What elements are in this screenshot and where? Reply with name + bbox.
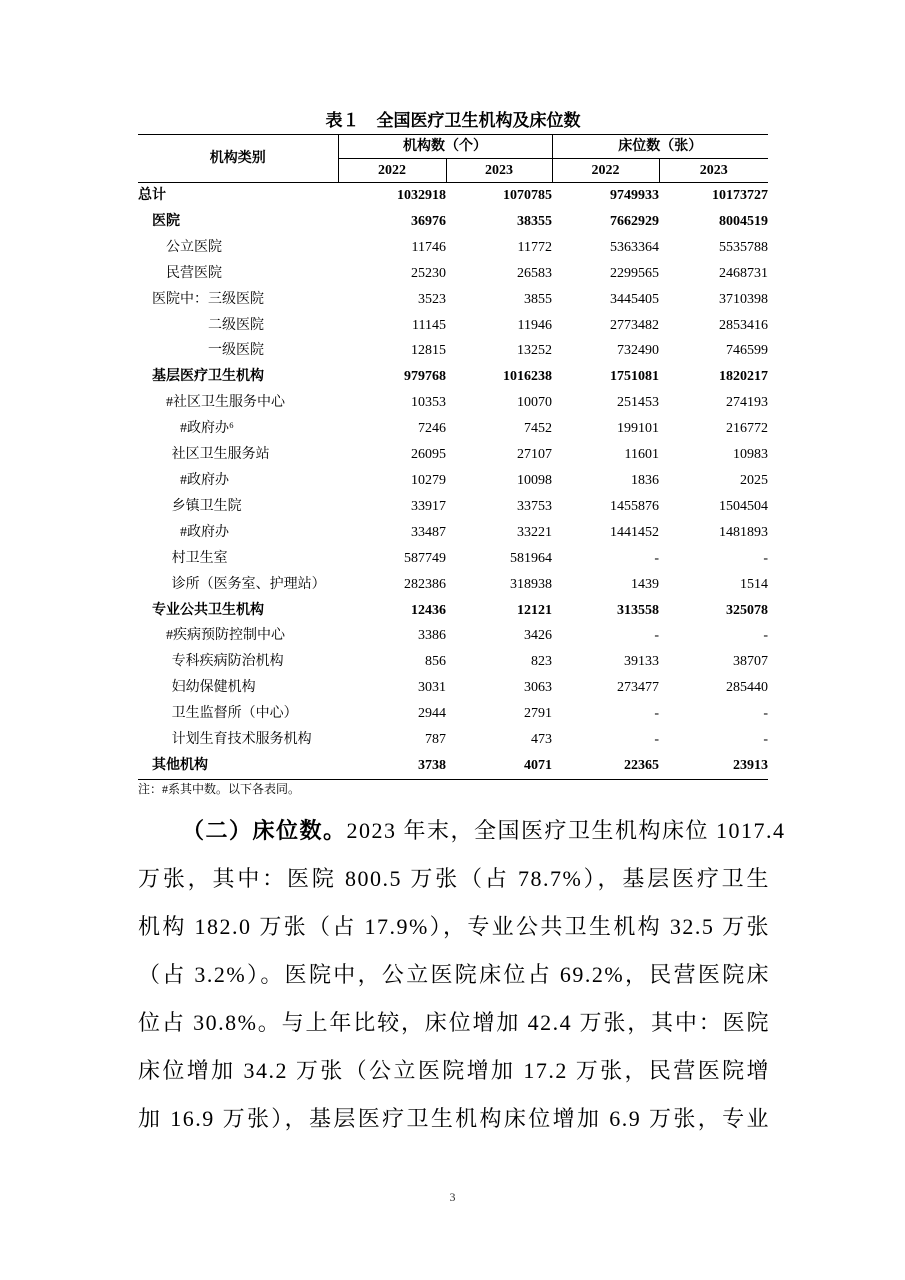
row-label: 专业公共卫生机构: [152, 602, 264, 618]
cell-value: -: [763, 706, 768, 722]
cell-value: 3710398: [719, 291, 768, 307]
row-label: #疾病预防控制中心: [166, 628, 285, 644]
cell-value: 2773482: [610, 317, 659, 333]
table-row: [138, 572, 768, 598]
cell-value: 285440: [726, 680, 768, 696]
cell-value: 1441452: [610, 524, 659, 540]
paragraph-text: 2023 年末，全国医疗卫生机构床位 1017.4: [346, 818, 786, 843]
table-row: [138, 623, 768, 649]
table-row: [138, 753, 768, 779]
row-label: 村卫生室: [171, 550, 228, 566]
cell-value: 199101: [617, 421, 659, 437]
table-row: [138, 183, 768, 209]
cell-value: 2468731: [719, 265, 768, 281]
cell-value: 39133: [624, 654, 659, 670]
cell-value: 587749: [404, 550, 446, 566]
row-label: 妇幼保健机构: [171, 680, 256, 696]
cell-value: -: [763, 550, 768, 566]
cell-value: 273477: [617, 680, 659, 696]
cell-value: 1481893: [719, 524, 768, 540]
cell-value: 23913: [659, 753, 768, 779]
table-row: [138, 598, 768, 624]
header-year: 2023: [659, 159, 768, 183]
row-label: 医院: [152, 213, 180, 229]
table-row: [138, 390, 768, 416]
cell-value: 38707: [733, 654, 768, 670]
table-row: [138, 494, 768, 520]
table-row: [138, 209, 768, 235]
cell-value: 581964: [510, 550, 552, 566]
row-label: 医院中：三级医院: [152, 291, 264, 307]
row-label: 卫生监督所（中心）: [171, 706, 298, 722]
table-row: [138, 546, 768, 572]
table-row: [138, 727, 768, 753]
header-year: 2023: [446, 159, 552, 183]
cell-value: 26583: [517, 265, 552, 281]
row-label: 总计: [138, 188, 166, 203]
cell-value: 11772: [517, 239, 552, 255]
cell-value: 3386: [418, 628, 446, 644]
cell-value: 216772: [726, 421, 768, 437]
row-label: 基层医疗卫生机构: [152, 369, 264, 385]
cell-value: 1016238: [503, 369, 552, 385]
table-row: [138, 261, 768, 287]
cell-value: 9749933: [610, 188, 659, 203]
row-label: 社区卫生服务站: [171, 447, 270, 463]
cell-value: 33753: [517, 498, 552, 514]
table-row: [138, 701, 768, 727]
cell-value: -: [654, 628, 659, 644]
table-row: [138, 442, 768, 468]
cell-value: 11601: [624, 447, 659, 463]
table-row: [138, 287, 768, 313]
cell-value: 3738: [338, 753, 446, 779]
table-row: [138, 520, 768, 546]
cell-value: 3031: [418, 680, 446, 696]
cell-value: 25230: [411, 265, 446, 281]
cell-value: 1836: [631, 472, 659, 488]
table-row: [138, 338, 768, 364]
row-label: #社区卫生服务中心: [166, 395, 285, 411]
cell-value: 732490: [617, 343, 659, 359]
cell-value: 12121: [517, 602, 552, 618]
cell-value: 10070: [517, 395, 552, 411]
cell-value: 12436: [411, 602, 446, 618]
cell-value: 33917: [411, 498, 446, 514]
row-label: 诊所（医务室、护理站）: [171, 576, 326, 592]
cell-value: 856: [425, 654, 446, 670]
cell-value: 3523: [418, 291, 446, 307]
cell-value: 3445405: [610, 291, 659, 307]
row-label: #政府办: [180, 524, 229, 540]
cell-value: 823: [531, 654, 552, 670]
cell-value: 38355: [517, 213, 552, 229]
cell-value: 1455876: [610, 498, 659, 514]
data-table: [138, 134, 768, 780]
cell-value: 10173727: [712, 188, 768, 203]
cell-value: -: [654, 732, 659, 748]
cell-value: 10353: [411, 395, 446, 411]
cell-value: 787: [425, 732, 446, 748]
cell-value: 10279: [411, 472, 446, 488]
row-label: #政府办: [180, 472, 229, 488]
cell-value: 7452: [524, 421, 552, 437]
cell-value: 1751081: [610, 369, 659, 385]
cell-value: 11946: [517, 317, 552, 333]
cell-value: -: [763, 628, 768, 644]
paragraph-line: 位占 30.8%。与上年比较，床位增加 42.4 万张，其中：医院: [138, 1010, 770, 1035]
page-number: 3: [449, 1190, 456, 1204]
cell-value: 3426: [524, 628, 552, 644]
cell-value: 746599: [726, 343, 768, 359]
cell-value: -: [654, 550, 659, 566]
header-year: 2022: [338, 159, 446, 183]
cell-value: 251453: [617, 395, 659, 411]
cell-value: 27107: [517, 447, 552, 463]
cell-value: 1439: [631, 576, 659, 592]
header-beds: 床位数（张）: [552, 135, 768, 159]
cell-value: 11145: [412, 317, 446, 333]
cell-value: 318938: [510, 576, 552, 592]
cell-value: 325078: [726, 602, 768, 618]
cell-value: 33487: [411, 524, 446, 540]
row-label: 一级医院: [208, 343, 264, 359]
cell-value: 2944: [418, 706, 446, 722]
table-note: 注：#系其中数。以下各表同。: [138, 782, 301, 796]
cell-value: 5535788: [719, 239, 768, 255]
cell-value: 22365: [552, 753, 659, 779]
cell-value: 26095: [411, 447, 446, 463]
cell-value: 10983: [733, 447, 768, 463]
cell-value: -: [763, 732, 768, 748]
header-year: 2022: [552, 159, 659, 183]
cell-value: 1820217: [719, 369, 768, 385]
header-institutions: 机构数（个）: [338, 135, 552, 159]
row-label: #政府办⁶: [180, 421, 234, 437]
cell-value: 3855: [524, 291, 552, 307]
table-row: [138, 235, 768, 261]
table-row: [138, 675, 768, 701]
cell-value: 473: [531, 732, 552, 748]
cell-value: 1070785: [503, 188, 552, 203]
table-row: [138, 364, 768, 390]
cell-value: 274193: [726, 395, 768, 411]
cell-value: 979768: [404, 369, 446, 385]
cell-value: 1504504: [719, 498, 768, 514]
paragraph-line: 床位增加 34.2 万张（公立医院增加 17.2 万张，民营医院增: [138, 1058, 770, 1083]
header-category: 机构类别: [138, 135, 338, 183]
row-label: 专科疾病防治机构: [171, 654, 284, 670]
cell-value: -: [654, 706, 659, 722]
table-row: [138, 313, 768, 339]
cell-value: 7246: [418, 421, 446, 437]
cell-value: 11746: [411, 239, 446, 255]
body-paragraph: [138, 807, 786, 1143]
cell-value: 33221: [517, 524, 552, 540]
cell-value: 313558: [617, 602, 659, 618]
cell-value: 13252: [517, 343, 552, 359]
paragraph-line: 万张，其中：医院 800.5 万张（占 78.7%），基层医疗卫生: [138, 866, 770, 891]
cell-value: 2299565: [610, 265, 659, 281]
cell-value: 8004519: [719, 213, 768, 229]
table-row: [138, 649, 768, 675]
row-label: 计划生育技术服务机构: [171, 732, 312, 748]
cell-value: 1032918: [397, 188, 446, 203]
cell-value: 7662929: [610, 213, 659, 229]
paragraph-line: 加 16.9 万张），基层医疗卫生机构床位增加 6.9 万张，专业: [138, 1106, 770, 1131]
paragraph-line: （占 3.2%）。医院中，公立医院床位占 69.2%，民营医院床: [138, 962, 770, 987]
row-label: 乡镇卫生院: [171, 498, 242, 514]
table-body: [138, 183, 768, 780]
cell-value: 12815: [411, 343, 446, 359]
row-label: 二级医院: [208, 317, 264, 333]
cell-value: 282386: [404, 576, 446, 592]
cell-value: 3063: [524, 680, 552, 696]
cell-value: 10098: [517, 472, 552, 488]
cell-value: 2791: [524, 706, 552, 722]
cell-value: 5363364: [610, 239, 659, 255]
row-label: 民营医院: [166, 265, 222, 281]
table-title: 表１ 全国医疗卫生机构及床位数: [325, 111, 581, 130]
paragraph-line: [138, 807, 786, 855]
cell-value: 2853416: [719, 317, 768, 333]
paragraph-lead: （二）床位数。: [182, 818, 347, 843]
table-row: [138, 416, 768, 442]
cell-value: 1514: [740, 576, 768, 592]
row-label: 公立医院: [166, 239, 222, 255]
table-row: [138, 468, 768, 494]
cell-value: 4071: [446, 753, 552, 779]
cell-value: 36976: [411, 213, 446, 229]
row-label: 其他机构: [138, 753, 338, 779]
paragraph-line: 机构 182.0 万张（占 17.9%），专业公共卫生机构 32.5 万张: [138, 914, 770, 939]
cell-value: 2025: [740, 472, 768, 488]
